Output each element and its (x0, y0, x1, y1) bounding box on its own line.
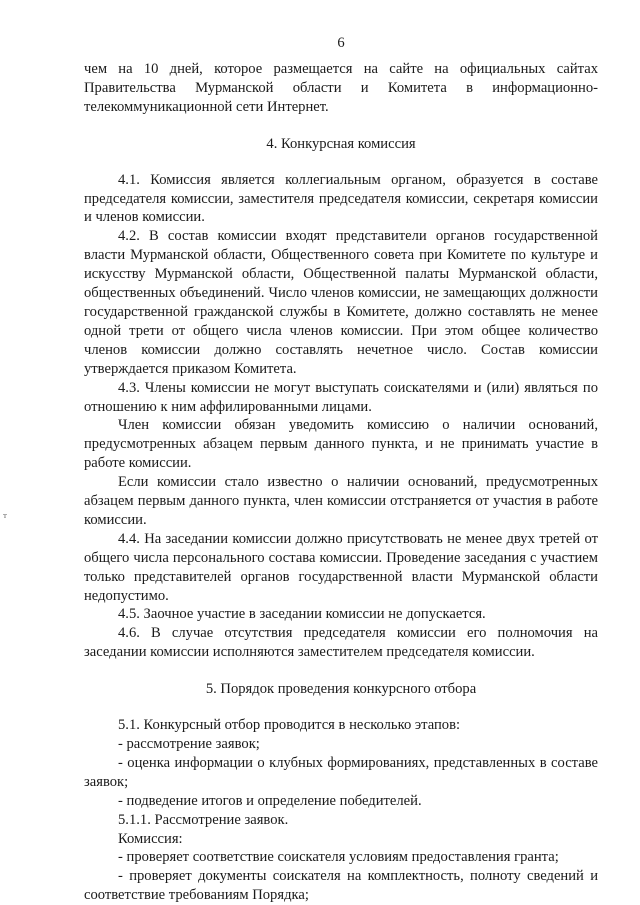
paragraph-4-5: 4.5. Заочное участие в заседании комиссии не допускается. (118, 606, 486, 623)
page-number: 6 (337, 35, 345, 51)
section-4-title: 4. Конкурсная комиссия (266, 135, 416, 152)
paragraph-4-1: 4.1. Комиссия является коллегиальным органом, образуется в составе председателя комиссии, заместителя председателя комиссии, секретаря комиссии и членов комиссии. (84, 171, 598, 226)
section-5-title: 5. Порядок проведения конкурсного отбора (205, 681, 477, 698)
paragraph-commission: Комиссия: (118, 830, 183, 847)
paragraph-4-4: 4.4. На заседании комиссии должно присутствовать не менее двух третей от общего числа персонального состава комиссии. Проведение заседания с участием только представителей органов государственной власти Мурманской области недопустимо. (84, 530, 598, 604)
intro-paragraph: чем на 10 дней, которое размещается на сайте на официальных сайтах Правительства Мурманской области и Комитета в информационно-телекоммуникационной сети Интернет. (84, 61, 598, 115)
list-item-check-documents: - проверяет документы соискателя на комплектность, полноту сведений и соответствие требованиям Порядка; (84, 868, 598, 904)
section-5-body (84, 716, 598, 905)
paragraph-4-3: 4.3. Члены комиссии не могут выступать соискателями и (или) являться по отношению к ним аффилированными лицами. (84, 379, 598, 415)
section-4-body (84, 171, 598, 663)
paragraph-4-6: 4.6. В случае отсутствия председателя комиссии его полномочия на заседании комиссии исполняются заместителем председателя комиссии. (84, 625, 598, 661)
margin-scan-mark: ᵀ (3, 512, 7, 524)
paragraph-5-1-1: 5.1.1. Рассмотрение заявок. (118, 811, 289, 828)
list-item-results: - подведение итогов и определение победителей. (118, 792, 422, 809)
paragraph-5-1: 5.1. Конкурсный отбор проводится в несколько этапов: (118, 717, 461, 734)
paragraph-4-3-removal: Если комиссии стало известно о наличии оснований, предусмотренных абзацем первым данного пункта, член комиссии отстраняется от участия в работе комиссии. (84, 474, 598, 528)
list-item-assessment: - оценка информации о клубных формированиях, представленных в составе заявок; (84, 754, 598, 790)
paragraph-4-2: 4.2. В состав комиссии входят представители органов государственной власти Мурманской области, Общественного совета при Комитете по культуре и искусству Мурманской области, Общественной палаты Мурманской области, общественных объединений. Число членов комиссии, не замещающих должности государственной гражданской службы в Комитете, должно составлять не менее одной трети от общего числа членов комиссии. При этом общее количество членов комиссии должно составлять нечетное число. Состав комиссии утверждается приказом Комитета. (84, 228, 598, 377)
document-page (84, 34, 598, 905)
list-item-check-conditions: - проверяет соответствие соискателя условиям предоставления гранта; (118, 849, 559, 866)
paragraph-4-3-notify: Член комиссии обязан уведомить комиссию о наличии оснований, предусмотренных абзацем первым данного пункта, и не принимать участие в работе комиссии. (84, 417, 598, 472)
list-item-review: - рассмотрение заявок; (118, 736, 260, 752)
